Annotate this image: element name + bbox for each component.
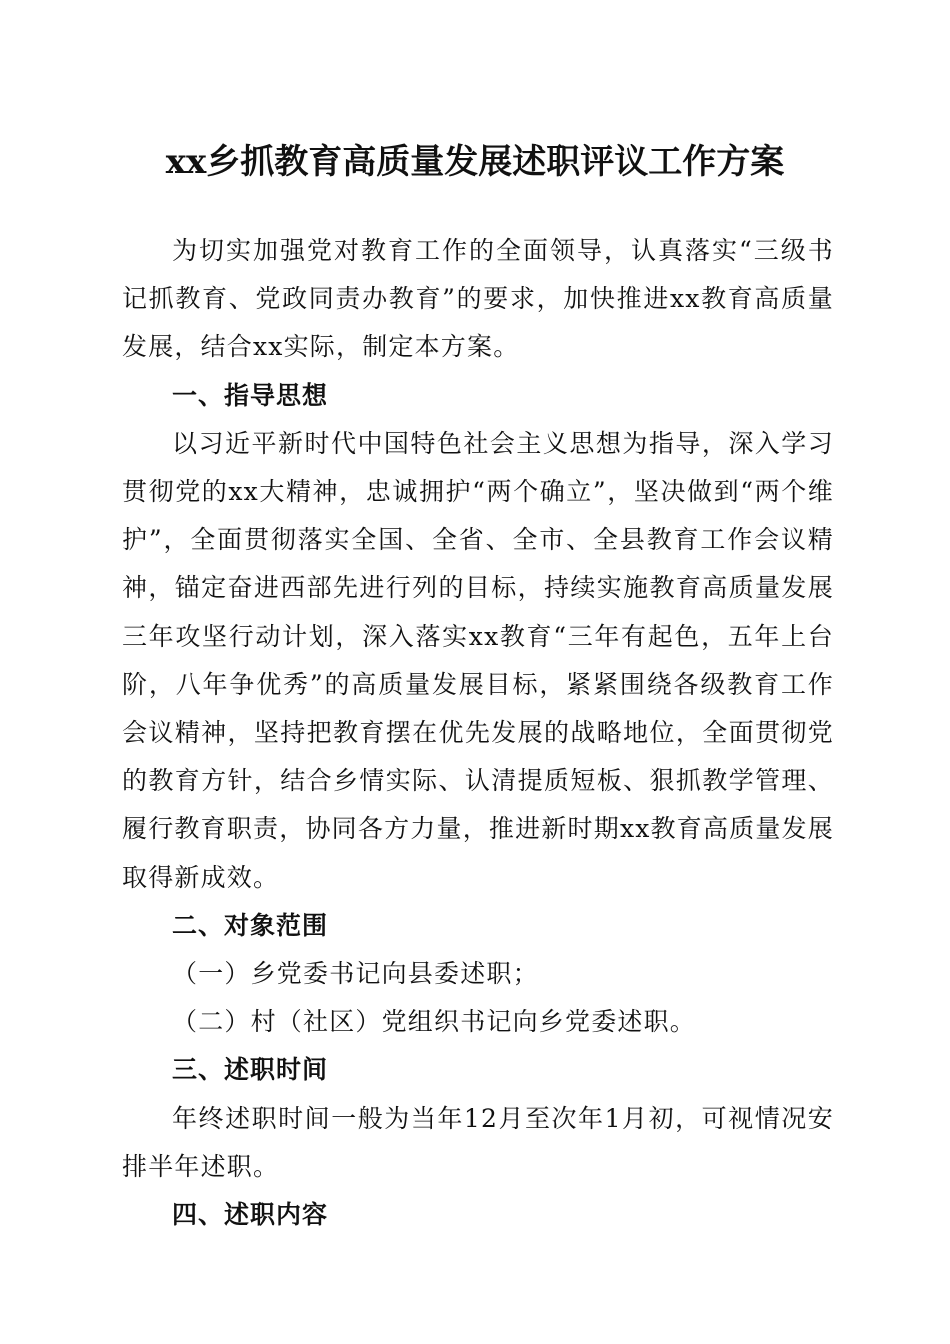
document-body [122,227,834,1239]
scope-item-1: （一）乡党委书记向县委述职； [172,959,539,989]
document-title: xx乡抓教育高质量发展述职评议工作方案 [165,142,785,182]
section-heading-content: 四、述职内容 [172,1200,329,1230]
scope-item-2: （二）村（社区）党组织书记向乡党委述职。 [172,1007,697,1037]
section-heading-scope: 二、对象范围 [172,910,329,940]
intro-paragraph: 为切实加强党对教育工作的全面领导，认真落实“三级书记抓教育、党政同责办教育”的要求，加快推进xx教育高质量发展，结合xx实际，制定本方案。 [122,236,834,362]
time-paragraph: 年终述职时间一般为当年12月至次年1月初，可视情况安排半年述职。 [122,1103,834,1181]
guiding-ideology-paragraph: 以习近平新时代中国特色社会主义思想为指导，深入学习贯彻党的xx大精神，忠诚拥护“两个确立”，坚决做到“两个维护”，全面贯彻落实全国、全省、全市、全县教育工作会议精神，锚定奋进西部先进行列的目标，持续实施教育高质量发展三年攻坚行动计划，深入落实xx教育“三年有起色，五年上台阶，八年争优秀”的高质量发展目标，紧紧围绕各级教育工作会议精神，坚持把教育摆在优先发展的战略地位，全面贯彻党的教育方针，结合乡情实际、认清提质短板、狠抓教学管理、履行教育职责，协同各方力量，推进新时期xx教育高质量发展取得新成效。 [122,428,834,892]
section-heading-time: 三、述职时间 [172,1055,329,1085]
section-heading-guiding-ideology: 一、指导思想 [172,380,329,410]
